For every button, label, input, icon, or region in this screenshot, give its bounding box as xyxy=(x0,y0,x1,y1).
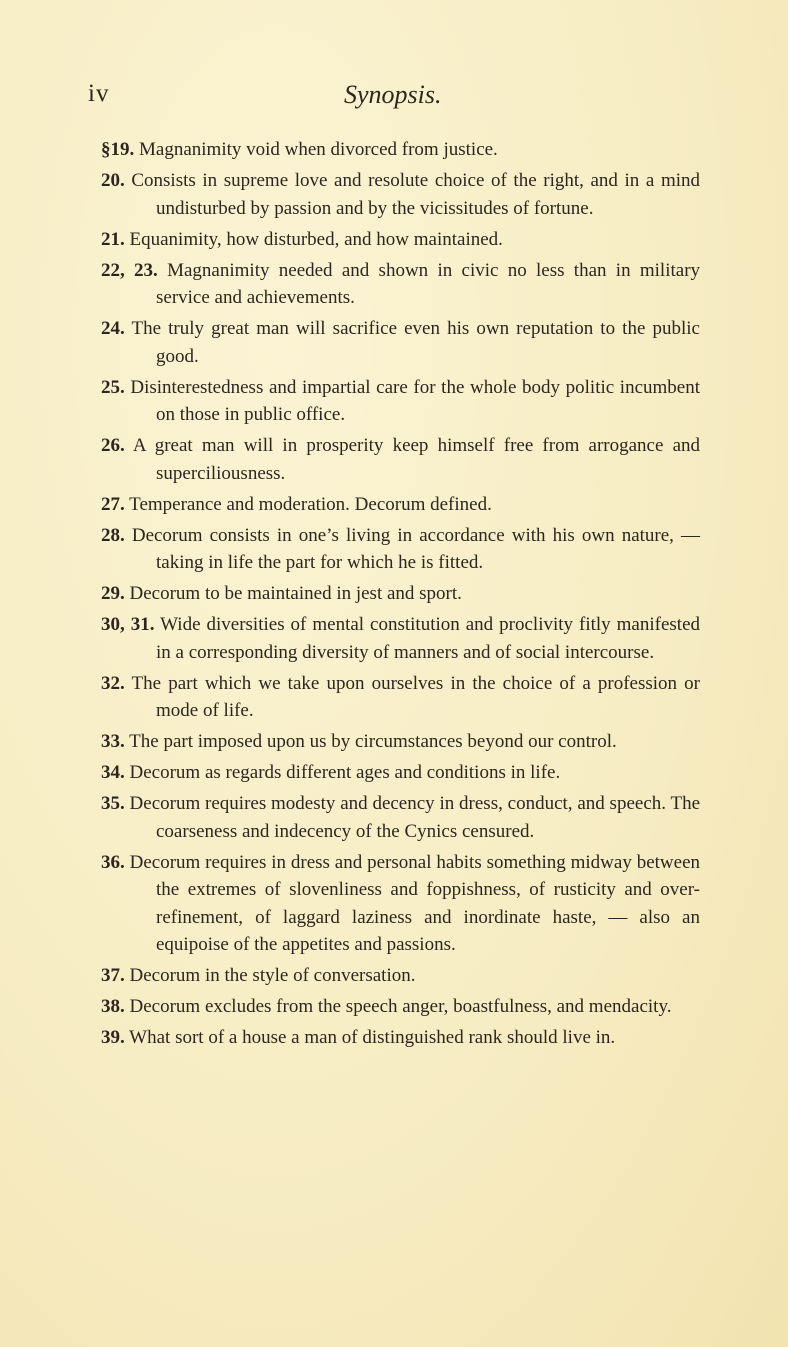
section-summary: Equanimity, how disturbed, and how maintained. xyxy=(129,228,503,250)
synopsis-entry xyxy=(88,315,700,370)
section-summary: Decorum requires in dress and personal habits something midway between the extremes of slovenliness and foppishness, of rusticity and over-refinement, of laggard laziness and inordinate haste, — also an equipoise of the appetites and passions. xyxy=(129,851,701,955)
section-number: 22, 23. xyxy=(101,259,158,281)
section-summary: A great man will in prosperity keep himself free from arrogance and superciliousness. xyxy=(132,435,700,484)
synopsis-entry xyxy=(88,759,700,787)
section-summary: Decorum consists in one’s living in accordance with his own nature, — taking in life the part for which he is fitted. xyxy=(131,524,701,573)
synopsis-entry xyxy=(88,1024,700,1052)
section-number: 26. xyxy=(101,435,125,456)
section-summary: Decorum requires modesty and decency in dress, conduct, and speech. The coarseness and indecency of the Cynics censured. xyxy=(129,793,700,842)
section-number: 25. xyxy=(101,376,125,398)
section-summary: Disinterestedness and impartial care for the whole body politic incumbent on those in public office. xyxy=(130,376,700,425)
synopsis-entry xyxy=(88,136,700,164)
section-number: 36. xyxy=(101,851,125,873)
synopsis-list xyxy=(88,136,700,1055)
section-summary: Decorum as regards different ages and conditions in life. xyxy=(129,762,561,783)
section-summary: Decorum to be maintained in jest and sport. xyxy=(129,583,462,604)
section-number: 33. xyxy=(101,731,125,752)
section-summary: The truly great man will sacrifice even his own reputation to the public good. xyxy=(131,318,700,367)
section-number: 28. xyxy=(101,524,125,546)
section-number: 27. xyxy=(101,493,125,515)
synopsis-entry xyxy=(88,993,700,1021)
section-number: 38. xyxy=(101,996,125,1017)
section-number: §19. xyxy=(101,139,135,160)
section-number: 30, 31. xyxy=(101,614,155,635)
section-number: 24. xyxy=(101,318,125,339)
page-header xyxy=(88,80,648,116)
section-number: 32. xyxy=(101,672,125,694)
synopsis-entry xyxy=(88,491,700,519)
synopsis-entry xyxy=(88,611,700,666)
synopsis-entry xyxy=(88,670,700,725)
section-summary: The part which we take upon ourselves in the choice of a profession or mode of life. xyxy=(131,672,700,721)
section-summary: Temperance and moderation. Decorum defined. xyxy=(129,493,492,515)
section-number: 35. xyxy=(101,793,125,814)
section-summary: Magnanimity void when divorced from justice. xyxy=(139,139,498,160)
section-summary: The part imposed upon us by circumstances beyond our control. xyxy=(129,731,617,752)
synopsis-entry xyxy=(88,962,700,990)
section-summary: Decorum excludes from the speech anger, boastfulness, and mendacity. xyxy=(129,996,672,1017)
synopsis-entry xyxy=(88,374,700,429)
synopsis-entry xyxy=(88,432,700,487)
synopsis-entry xyxy=(88,257,700,312)
synopsis-entry xyxy=(88,790,700,845)
section-number: 21. xyxy=(101,228,125,250)
section-number: 34. xyxy=(101,762,125,783)
synopsis-entry xyxy=(88,849,700,959)
section-summary: What sort of a house a man of distinguished rank should live in. xyxy=(129,1027,616,1048)
section-number: 29. xyxy=(101,583,125,604)
synopsis-entry xyxy=(88,167,700,222)
section-summary: Decorum in the style of conversation. xyxy=(129,965,416,986)
synopsis-entry xyxy=(88,522,700,577)
section-summary: Consists in supreme love and resolute choice of the right, and in a mind undisturbed by passion and by the vicissitudes of fortune. xyxy=(131,170,700,219)
running-title: Synopsis. xyxy=(344,80,442,109)
section-summary: Wide diversities of mental constitution and proclivity fitly manifested in a corresponding diversity of manners and of social intercourse. xyxy=(156,614,700,663)
synopsis-entry xyxy=(88,580,700,608)
section-number: 20. xyxy=(101,170,125,191)
synopsis-entry xyxy=(88,226,700,254)
section-number: 37. xyxy=(101,965,125,986)
page-number: iv xyxy=(88,80,110,107)
section-number: 39. xyxy=(101,1027,125,1048)
synopsis-entry xyxy=(88,728,700,756)
section-summary: Magnanimity needed and shown in civic no less than in military service and achievements. xyxy=(156,259,701,308)
